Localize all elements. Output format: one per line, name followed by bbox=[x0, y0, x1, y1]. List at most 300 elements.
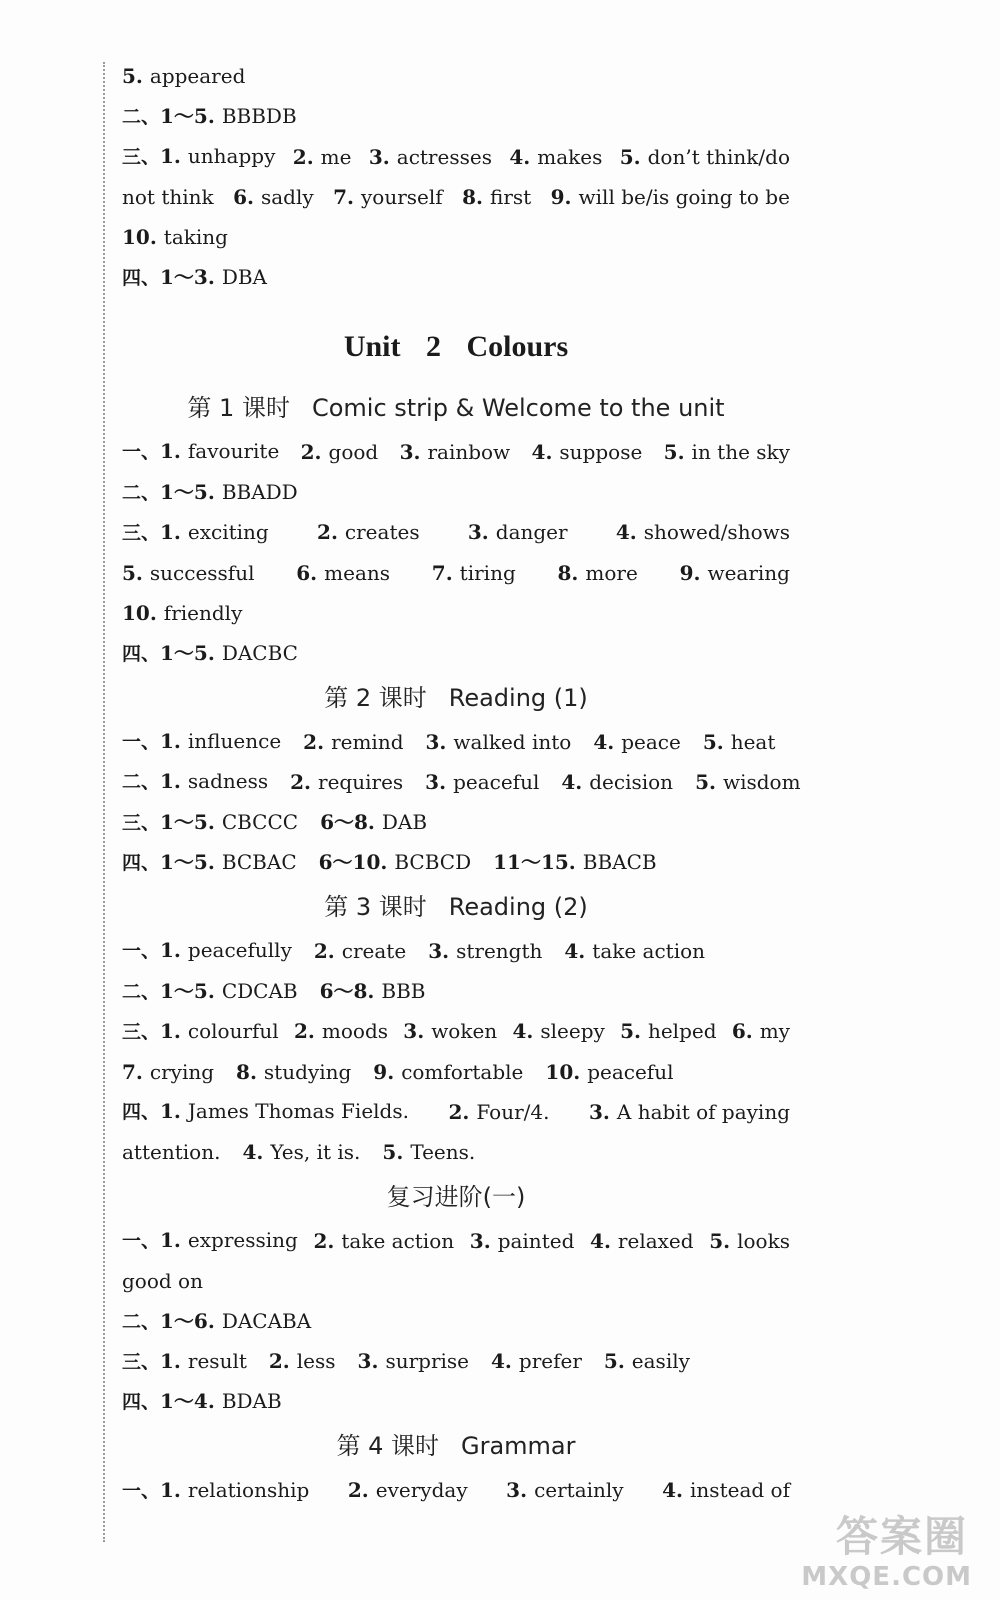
answer-item bbox=[532, 432, 643, 472]
answer-text: CDCAB bbox=[221, 978, 298, 1003]
answer-item bbox=[358, 1341, 469, 1381]
question-number: 1～5. bbox=[160, 849, 215, 874]
answer-item bbox=[403, 1011, 497, 1051]
answer-item bbox=[589, 1092, 790, 1132]
question-part-label: 三、 bbox=[122, 1020, 161, 1043]
question-part-label: 一、 bbox=[122, 1230, 161, 1253]
lesson-heading bbox=[122, 1173, 790, 1221]
answer-line bbox=[122, 971, 790, 1011]
answer-item bbox=[551, 177, 790, 217]
question-part-label: 二、 bbox=[122, 105, 161, 128]
answer-text: DBA bbox=[221, 264, 267, 289]
answer-text: CBCCC bbox=[221, 809, 299, 834]
answer-item bbox=[320, 971, 426, 1011]
question-part-label: 一、 bbox=[122, 731, 161, 754]
answer-text: certainly bbox=[534, 1478, 624, 1503]
question-number: 7. bbox=[431, 560, 453, 585]
answer-line bbox=[122, 842, 790, 882]
question-number: 4. bbox=[531, 439, 553, 464]
question-part-label: 二、 bbox=[122, 771, 161, 794]
watermark-url: MXQE.COM bbox=[801, 1562, 972, 1592]
answer-text: easily bbox=[631, 1349, 690, 1374]
answer-text: decision bbox=[589, 769, 674, 794]
answer-line bbox=[122, 137, 790, 177]
answer-text: friendly bbox=[163, 600, 243, 625]
answer-text: peaceful bbox=[587, 1059, 674, 1084]
answer-text: sadness bbox=[187, 769, 269, 794]
question-number: 8. bbox=[462, 184, 483, 209]
answer-text: Yes, it is. bbox=[270, 1140, 361, 1165]
answer-text: result bbox=[187, 1348, 247, 1373]
answer-item bbox=[428, 931, 542, 971]
answer-item bbox=[269, 1341, 336, 1381]
answer-item bbox=[382, 1132, 475, 1172]
answer-item bbox=[122, 761, 268, 802]
question-number: 6. bbox=[233, 184, 254, 209]
question-number: 2. bbox=[290, 769, 312, 794]
answer-text: makes bbox=[537, 144, 603, 169]
answer-text: DACABA bbox=[221, 1308, 312, 1333]
answer-item bbox=[664, 432, 790, 472]
watermark bbox=[797, 1504, 972, 1592]
answer-text: crying bbox=[149, 1059, 215, 1084]
answer-item bbox=[122, 1261, 203, 1301]
answer-item bbox=[242, 1132, 360, 1172]
answer-text: Teens. bbox=[410, 1140, 476, 1165]
answer-item bbox=[373, 1052, 523, 1092]
question-number: 4. bbox=[509, 144, 531, 169]
question-number: 1. bbox=[160, 769, 181, 794]
question-number: 7. bbox=[333, 184, 354, 209]
question-number: 2. bbox=[313, 1228, 335, 1253]
question-number: 4. bbox=[590, 1228, 611, 1253]
answer-text: remind bbox=[331, 729, 404, 754]
unit-title: Unit 2 Colours bbox=[343, 329, 569, 363]
answer-text: take action bbox=[341, 1228, 455, 1253]
question-number: 5. bbox=[663, 439, 685, 464]
answer-item bbox=[314, 931, 406, 971]
question-number: 2. bbox=[303, 729, 325, 754]
question-part-label: 一、 bbox=[122, 940, 161, 963]
question-number: 2. bbox=[313, 938, 335, 963]
answer-item bbox=[703, 722, 776, 762]
answer-item bbox=[333, 177, 443, 217]
answer-item bbox=[122, 472, 298, 513]
answer-item bbox=[493, 842, 656, 882]
question-number: 1. bbox=[160, 1477, 181, 1502]
answer-item bbox=[491, 1341, 582, 1381]
question-number: 1. bbox=[160, 519, 181, 544]
answer-text: sleepy bbox=[540, 1019, 605, 1044]
answer-item bbox=[122, 512, 269, 553]
answer-item bbox=[122, 217, 228, 257]
answer-item bbox=[296, 553, 390, 593]
answer-item bbox=[604, 1341, 690, 1381]
answer-text: unhappy bbox=[187, 144, 276, 169]
lesson-name: Reading (1) bbox=[448, 683, 588, 712]
answer-item bbox=[122, 1091, 409, 1132]
answer-item bbox=[506, 1470, 623, 1510]
answer-text: take action bbox=[592, 938, 706, 963]
answer-line bbox=[122, 931, 790, 971]
answer-text: A habit of paying bbox=[616, 1099, 790, 1124]
answer-text: painted bbox=[497, 1228, 575, 1253]
answer-text: danger bbox=[495, 520, 568, 545]
answer-item bbox=[122, 593, 242, 633]
question-number: 6～8. bbox=[320, 810, 375, 835]
answer-text: looks bbox=[737, 1228, 790, 1253]
answer-content bbox=[122, 56, 801, 1510]
answer-item bbox=[348, 1470, 468, 1510]
question-part-label: 四、 bbox=[122, 1101, 161, 1124]
answer-line bbox=[122, 802, 790, 842]
question-number: 3. bbox=[467, 520, 489, 545]
answer-line bbox=[122, 177, 790, 217]
question-number: 1. bbox=[160, 1348, 181, 1373]
answer-text: sadly bbox=[260, 184, 314, 209]
answer-line bbox=[122, 633, 790, 673]
question-number: 1～5. bbox=[160, 809, 215, 834]
lesson-name: Reading (2) bbox=[448, 892, 588, 921]
answer-text: in the sky bbox=[691, 439, 790, 464]
answer-item bbox=[122, 1341, 247, 1382]
answer-line bbox=[122, 1132, 790, 1172]
answer-item bbox=[122, 930, 292, 971]
question-number: 2. bbox=[268, 1349, 290, 1374]
answer-text: expressing bbox=[187, 1228, 298, 1253]
answer-text: yourself bbox=[360, 184, 443, 209]
question-number: 2. bbox=[448, 1099, 470, 1124]
answer-item bbox=[620, 1011, 716, 1051]
question-number: 4. bbox=[593, 729, 615, 754]
watermark-logo-text: 答案圈 bbox=[835, 1512, 968, 1561]
answer-text: actresses bbox=[396, 144, 492, 169]
answer-text: taking bbox=[163, 225, 228, 250]
question-number: 3. bbox=[589, 1099, 610, 1124]
question-part-label: 四、 bbox=[122, 851, 161, 874]
question-number: 4. bbox=[615, 520, 637, 545]
question-number: 4. bbox=[561, 769, 583, 794]
question-number: 2. bbox=[347, 1478, 369, 1503]
answer-item bbox=[732, 1011, 790, 1051]
lesson-heading bbox=[122, 883, 790, 931]
answer-item bbox=[680, 553, 790, 593]
question-number: 4. bbox=[512, 1019, 534, 1044]
answer-text: heat bbox=[730, 729, 776, 754]
answer-line bbox=[122, 1382, 790, 1422]
answer-item bbox=[425, 762, 539, 802]
answer-item bbox=[122, 971, 298, 1012]
question-number: 5. bbox=[603, 1349, 625, 1374]
answer-item bbox=[122, 1132, 220, 1172]
lesson-name: Grammar bbox=[461, 1432, 576, 1461]
answer-text: studying bbox=[263, 1059, 352, 1084]
question-part-label: 四、 bbox=[122, 266, 161, 289]
answer-item bbox=[293, 137, 352, 177]
question-part-label: 三、 bbox=[122, 811, 161, 834]
question-part-label: 四、 bbox=[122, 642, 161, 665]
answer-text: BBB bbox=[381, 979, 426, 1004]
answer-text: requires bbox=[318, 769, 404, 794]
answer-text: not think bbox=[122, 184, 214, 209]
answer-line bbox=[122, 1052, 790, 1092]
answer-item bbox=[122, 1220, 298, 1261]
question-number: 2. bbox=[300, 439, 322, 464]
answer-line bbox=[122, 96, 790, 136]
answer-item bbox=[236, 1052, 351, 1092]
answer-item bbox=[561, 762, 673, 802]
lesson-number: 复习进阶(一) bbox=[386, 1182, 526, 1211]
answer-item bbox=[122, 1470, 309, 1511]
question-number: 5. bbox=[620, 1019, 641, 1044]
answer-item bbox=[400, 432, 511, 472]
answer-item bbox=[303, 722, 403, 762]
answer-item bbox=[122, 1301, 311, 1342]
answer-item bbox=[294, 1011, 388, 1051]
answer-line bbox=[122, 1261, 790, 1301]
answer-item bbox=[290, 762, 403, 802]
answer-item bbox=[558, 553, 638, 593]
answer-text: appeared bbox=[149, 64, 246, 88]
answer-item bbox=[468, 512, 568, 552]
answer-item bbox=[564, 931, 705, 971]
answer-item bbox=[122, 633, 298, 674]
answer-text: BBACB bbox=[582, 850, 657, 875]
answer-text: relationship bbox=[187, 1477, 310, 1502]
answer-item bbox=[233, 177, 314, 217]
question-number: 5. bbox=[382, 1140, 404, 1165]
answer-text: less bbox=[296, 1349, 336, 1374]
answer-text: creates bbox=[344, 520, 420, 545]
question-part-label: 二、 bbox=[122, 1310, 161, 1333]
question-number: 1. bbox=[160, 1099, 181, 1124]
answer-item bbox=[709, 1221, 790, 1261]
question-number: 1. bbox=[160, 144, 181, 169]
answer-item bbox=[313, 1221, 454, 1261]
answer-item bbox=[122, 553, 254, 593]
answer-item bbox=[122, 56, 245, 96]
question-part-label: 三、 bbox=[122, 1350, 161, 1373]
answer-item bbox=[470, 1221, 575, 1261]
answer-text: attention. bbox=[122, 1140, 221, 1165]
answer-text: BBBDB bbox=[221, 103, 297, 128]
answer-item bbox=[462, 177, 531, 217]
lesson-number: 第 4 课时 bbox=[336, 1432, 439, 1461]
answer-text: DACBC bbox=[221, 640, 298, 665]
answer-text: means bbox=[324, 560, 391, 585]
answer-item bbox=[122, 1052, 214, 1092]
answer-item bbox=[616, 512, 790, 552]
answer-line bbox=[122, 762, 801, 802]
question-number: 3. bbox=[399, 439, 421, 464]
answer-line bbox=[122, 472, 790, 512]
answer-item bbox=[512, 1011, 604, 1051]
question-number: 4. bbox=[564, 938, 586, 963]
question-number: 3. bbox=[403, 1019, 425, 1044]
question-number: 1～4. bbox=[160, 1389, 215, 1414]
question-number: 5. bbox=[122, 560, 143, 585]
answer-text: peacefully bbox=[187, 938, 292, 963]
question-number: 2. bbox=[292, 144, 314, 169]
question-number: 5. bbox=[702, 729, 724, 754]
question-number: 1～6. bbox=[160, 1308, 215, 1333]
answer-text: relaxed bbox=[617, 1228, 694, 1253]
answer-text: me bbox=[320, 144, 352, 169]
question-number: 3. bbox=[425, 729, 447, 754]
question-number: 4. bbox=[491, 1349, 512, 1374]
answer-text: tiring bbox=[459, 560, 516, 585]
question-part-label: 三、 bbox=[122, 146, 161, 169]
answer-text: prefer bbox=[518, 1349, 582, 1374]
question-number: 3. bbox=[425, 769, 447, 794]
question-number: 9. bbox=[550, 184, 572, 209]
question-number: 1～5. bbox=[160, 978, 215, 1003]
question-number: 1. bbox=[160, 1018, 181, 1043]
question-number: 8. bbox=[557, 560, 579, 585]
answer-text: BDAB bbox=[221, 1389, 282, 1414]
answer-text: peaceful bbox=[453, 769, 540, 794]
lesson-number: 第 3 课时 bbox=[324, 892, 427, 921]
lesson-name: Comic strip & Welcome to the unit bbox=[311, 393, 725, 422]
answer-text: don’t think/do bbox=[647, 144, 790, 169]
answer-line bbox=[122, 1341, 790, 1381]
answer-text: showed/shows bbox=[643, 520, 790, 545]
answer-line bbox=[122, 257, 790, 297]
answer-text: comfortable bbox=[401, 1059, 524, 1084]
answer-line bbox=[122, 553, 790, 593]
answer-text: James Thomas Fields. bbox=[187, 1099, 409, 1124]
answer-item bbox=[426, 722, 572, 762]
question-number: 2. bbox=[294, 1019, 315, 1044]
answer-text: instead of bbox=[690, 1478, 790, 1503]
question-number: 3. bbox=[428, 938, 450, 963]
answer-text: moods bbox=[321, 1019, 389, 1044]
answer-text: good on bbox=[122, 1268, 203, 1293]
question-number: 1. bbox=[160, 439, 181, 464]
answer-text: wearing bbox=[707, 560, 790, 585]
answer-text: walked into bbox=[453, 729, 572, 754]
answer-item bbox=[122, 136, 275, 177]
answer-item bbox=[320, 802, 427, 842]
answer-item bbox=[301, 432, 379, 472]
answer-item bbox=[432, 553, 516, 593]
question-number: 5. bbox=[122, 64, 143, 88]
question-part-label: 二、 bbox=[122, 481, 161, 504]
answer-text: wisdom bbox=[722, 769, 801, 794]
answer-line bbox=[122, 1092, 790, 1132]
question-number: 9. bbox=[373, 1059, 395, 1084]
question-part-label: 三、 bbox=[122, 521, 161, 544]
question-number: 5. bbox=[695, 769, 716, 794]
answer-text: Four/4. bbox=[476, 1099, 550, 1124]
question-number: 6. bbox=[731, 1019, 753, 1044]
answer-text: BBADD bbox=[221, 479, 298, 504]
answer-item bbox=[593, 722, 681, 762]
answer-text: will be/is going to be bbox=[578, 184, 790, 209]
answer-item bbox=[122, 802, 298, 843]
answer-text: successful bbox=[149, 560, 255, 585]
question-number: 3. bbox=[357, 1349, 379, 1374]
answer-item bbox=[122, 96, 297, 137]
lesson-heading bbox=[122, 1422, 790, 1470]
answer-item bbox=[319, 842, 472, 882]
answer-item bbox=[449, 1092, 550, 1132]
answer-line bbox=[122, 1301, 790, 1341]
question-number: 1～5. bbox=[160, 640, 215, 665]
answer-text: BCBCD bbox=[394, 850, 472, 875]
lesson-heading bbox=[122, 384, 790, 432]
question-part-label: 一、 bbox=[122, 1479, 161, 1502]
answer-item bbox=[122, 431, 279, 472]
answer-text: rainbow bbox=[427, 439, 511, 464]
question-number: 6～8. bbox=[319, 979, 375, 1004]
question-part-label: 二、 bbox=[122, 980, 161, 1003]
question-number: 1. bbox=[160, 1228, 181, 1253]
answer-item bbox=[695, 762, 800, 802]
answer-item bbox=[122, 1011, 279, 1052]
lesson-heading bbox=[122, 674, 790, 722]
lesson-number: 第 2 课时 bbox=[324, 683, 427, 712]
answer-line bbox=[122, 217, 790, 257]
question-number: 1. bbox=[160, 729, 181, 754]
answer-item bbox=[662, 1470, 790, 1510]
question-number: 3. bbox=[469, 1228, 491, 1253]
answer-item bbox=[122, 842, 297, 883]
answer-line bbox=[122, 1470, 790, 1510]
question-number: 5. bbox=[709, 1228, 731, 1253]
answer-text: helped bbox=[647, 1019, 717, 1044]
question-number: 6～10. bbox=[318, 850, 388, 875]
answer-text: strength bbox=[456, 938, 543, 963]
question-number: 4. bbox=[662, 1478, 684, 1503]
answer-line bbox=[122, 593, 790, 633]
answer-text: DAB bbox=[381, 810, 428, 835]
question-number: 1. bbox=[160, 938, 181, 963]
answer-text: everyday bbox=[375, 1478, 468, 1503]
answer-text: woken bbox=[431, 1019, 498, 1044]
answer-item bbox=[317, 512, 420, 552]
question-number: 8. bbox=[236, 1059, 257, 1084]
answer-text: suppose bbox=[559, 439, 643, 464]
answer-item bbox=[620, 137, 790, 177]
lesson-number: 第 1 课时 bbox=[187, 393, 290, 422]
answer-text: BCBAC bbox=[221, 849, 297, 874]
answer-text: create bbox=[341, 938, 407, 963]
answer-item bbox=[122, 1381, 282, 1422]
answer-text: surprise bbox=[385, 1349, 470, 1374]
question-number: 9. bbox=[679, 560, 701, 585]
question-number: 11～15. bbox=[493, 850, 576, 875]
question-number: 3. bbox=[368, 144, 390, 169]
answer-text: exciting bbox=[187, 519, 269, 544]
question-part-label: 四、 bbox=[122, 1391, 161, 1414]
answer-item bbox=[590, 1221, 694, 1261]
answer-item bbox=[509, 137, 602, 177]
answer-line bbox=[122, 512, 790, 552]
answer-text: influence bbox=[187, 729, 282, 754]
question-number: 10. bbox=[122, 225, 157, 250]
question-number: 1～5. bbox=[160, 479, 215, 504]
answer-line bbox=[122, 722, 790, 762]
margin-dotted-line bbox=[103, 62, 105, 1542]
question-number: 10. bbox=[122, 600, 157, 625]
answer-text: good bbox=[328, 439, 379, 464]
question-number: 2. bbox=[317, 520, 338, 545]
answer-text: peace bbox=[621, 729, 681, 754]
question-number: 5. bbox=[619, 144, 641, 169]
question-number: 10. bbox=[545, 1059, 581, 1084]
question-number: 3. bbox=[506, 1478, 528, 1503]
